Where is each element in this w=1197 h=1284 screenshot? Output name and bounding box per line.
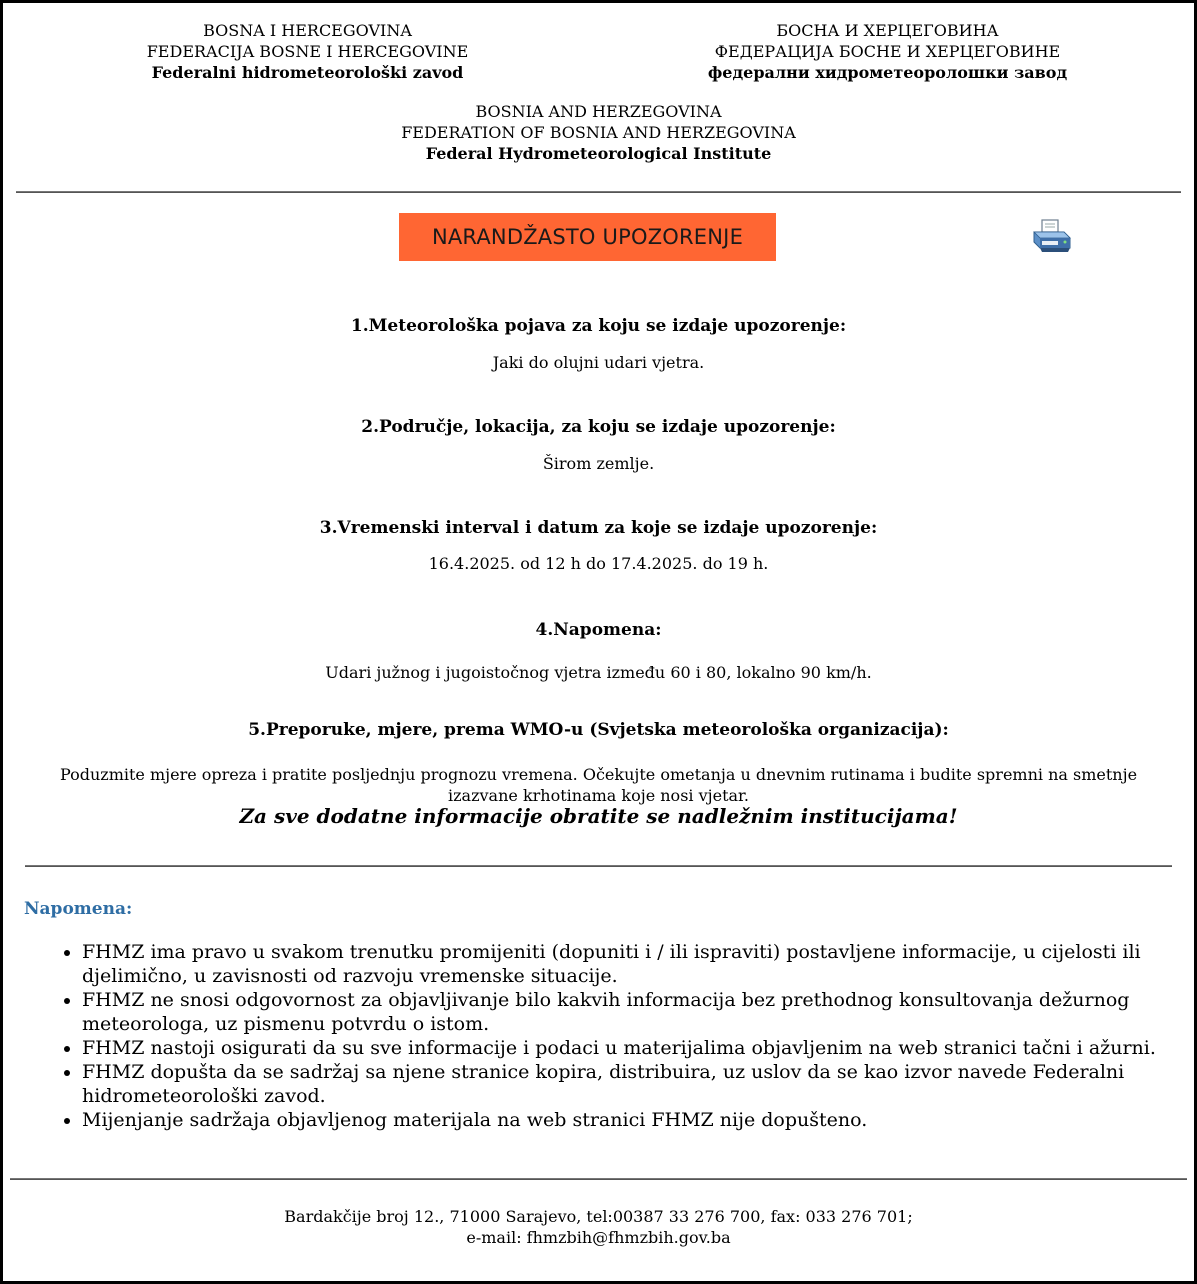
printer-icon[interactable] xyxy=(1030,218,1074,256)
section-1-text: Jaki do olujni udari vjetra. xyxy=(492,353,705,372)
section-3-text: 16.4.2025. od 12 h do 17.4.2025. do 19 h. xyxy=(428,554,769,573)
header-right-line1: БОСНА И ХЕРЦЕГОВИНА xyxy=(776,21,999,40)
header-left-line1: BOSNA I HERCEGOVINA xyxy=(203,21,412,40)
divider-middle xyxy=(25,865,1172,867)
notes-item: • FHMZ dopušta da se sadržaj sa njene stranice kopira, distribuira, uz uslov da se kao izvor navede Federalni hidrometeorološki zavod. xyxy=(82,1060,1197,1108)
header-english xyxy=(0,101,1197,164)
notes-item: • FHMZ nastoji osigurati da su sve informacije i podaci u materijalima objavljenim na web stranici tačni i ažurni. xyxy=(82,1036,1197,1060)
header-en-line3: Federal Hydrometeorological Institute xyxy=(425,144,772,163)
header-en-line1: BOSNIA AND HERZEGOVINA xyxy=(475,102,722,121)
header-right-line2: ФЕДЕРАЦИЈА БОСНЕ И ХЕРЦЕГОВИНЕ xyxy=(714,42,1061,61)
header-bosnian-latin xyxy=(100,20,515,83)
header-right-line3: федерални хидрометеоролошки завод xyxy=(707,63,1068,82)
notes-item: • Mijenjanje sadržaja objavljenog materijala na web stranici FHMZ nije dopušteno. xyxy=(82,1108,1197,1132)
section-1-title: 1.Meteorološka pojava za koju se izdaje upozorenje: xyxy=(350,316,847,336)
footer xyxy=(0,1206,1197,1248)
section-2-text: Širom zemlje. xyxy=(542,454,655,473)
notes-list xyxy=(24,940,1197,1132)
notes-item: • FHMZ ima pravo u svakom trenutku promijeniti (dopuniti i / ili ispraviti) postavljene informacije, u cijelosti ili djelimično, u zavisnosti od razvoju vremenske situacije. xyxy=(82,940,1197,988)
divider-bottom xyxy=(10,1178,1187,1180)
footer-email[interactable]: e-mail: fhmzbih@fhmzbih.gov.ba xyxy=(466,1228,731,1247)
warning-level-badge: NARANDŽASTO UPOZORENJE xyxy=(399,213,776,261)
section-5-title: 5.Preporuke, mjere, prema WMO-u (Svjetska meteorološka organizacija): xyxy=(248,720,949,740)
section-2-title: 2.Područje, lokacija, za koju se izdaje upozorenje: xyxy=(361,417,836,437)
section-4-text: Udari južnog i jugoistočnog vjetra između 60 i 80, lokalno 90 km/h. xyxy=(325,663,872,682)
section-3-title: 3.Vremenski interval i datum za koje se izdaje upozorenje: xyxy=(319,518,878,538)
header-left-line2: FEDERACIJA BOSNE I HERCEGOVINE xyxy=(146,42,469,61)
header-en-line2: FEDERATION OF BOSNIA AND HERZEGOVINA xyxy=(401,123,796,142)
header-left-line3: Federalni hidrometeorološki zavod xyxy=(151,63,464,82)
section-5-text: Poduzmite mjere opreza i pratite posljednju prognozu vremena. Očekujte ometanja u dnevnim rutinama i budite spremni na smetnje izazvane krhotinama koje nosi vjetar. xyxy=(59,765,1138,805)
printer-icon-svg xyxy=(1030,218,1074,256)
contact-authorities-note: Za sve dodatne informacije obratite se nadležnim institucijama! xyxy=(239,804,958,828)
section-4-title: 4.Napomena: xyxy=(535,620,662,640)
header-bosnian-cyrillic xyxy=(680,20,1095,83)
notes-title: Napomena: xyxy=(24,899,133,919)
notes-item: • FHMZ ne snosi odgovornost za objavljivanje bilo kakvih informacija bez prethodnog konsultovanja dežurnog meteorologa, uz pismenu potvrdu o istom. xyxy=(82,988,1197,1036)
divider-top xyxy=(16,191,1181,193)
footer-address: Bardakčije broj 12., 71000 Sarajevo, tel:00387 33 276 700, fax: 033 276 701; xyxy=(284,1207,913,1226)
